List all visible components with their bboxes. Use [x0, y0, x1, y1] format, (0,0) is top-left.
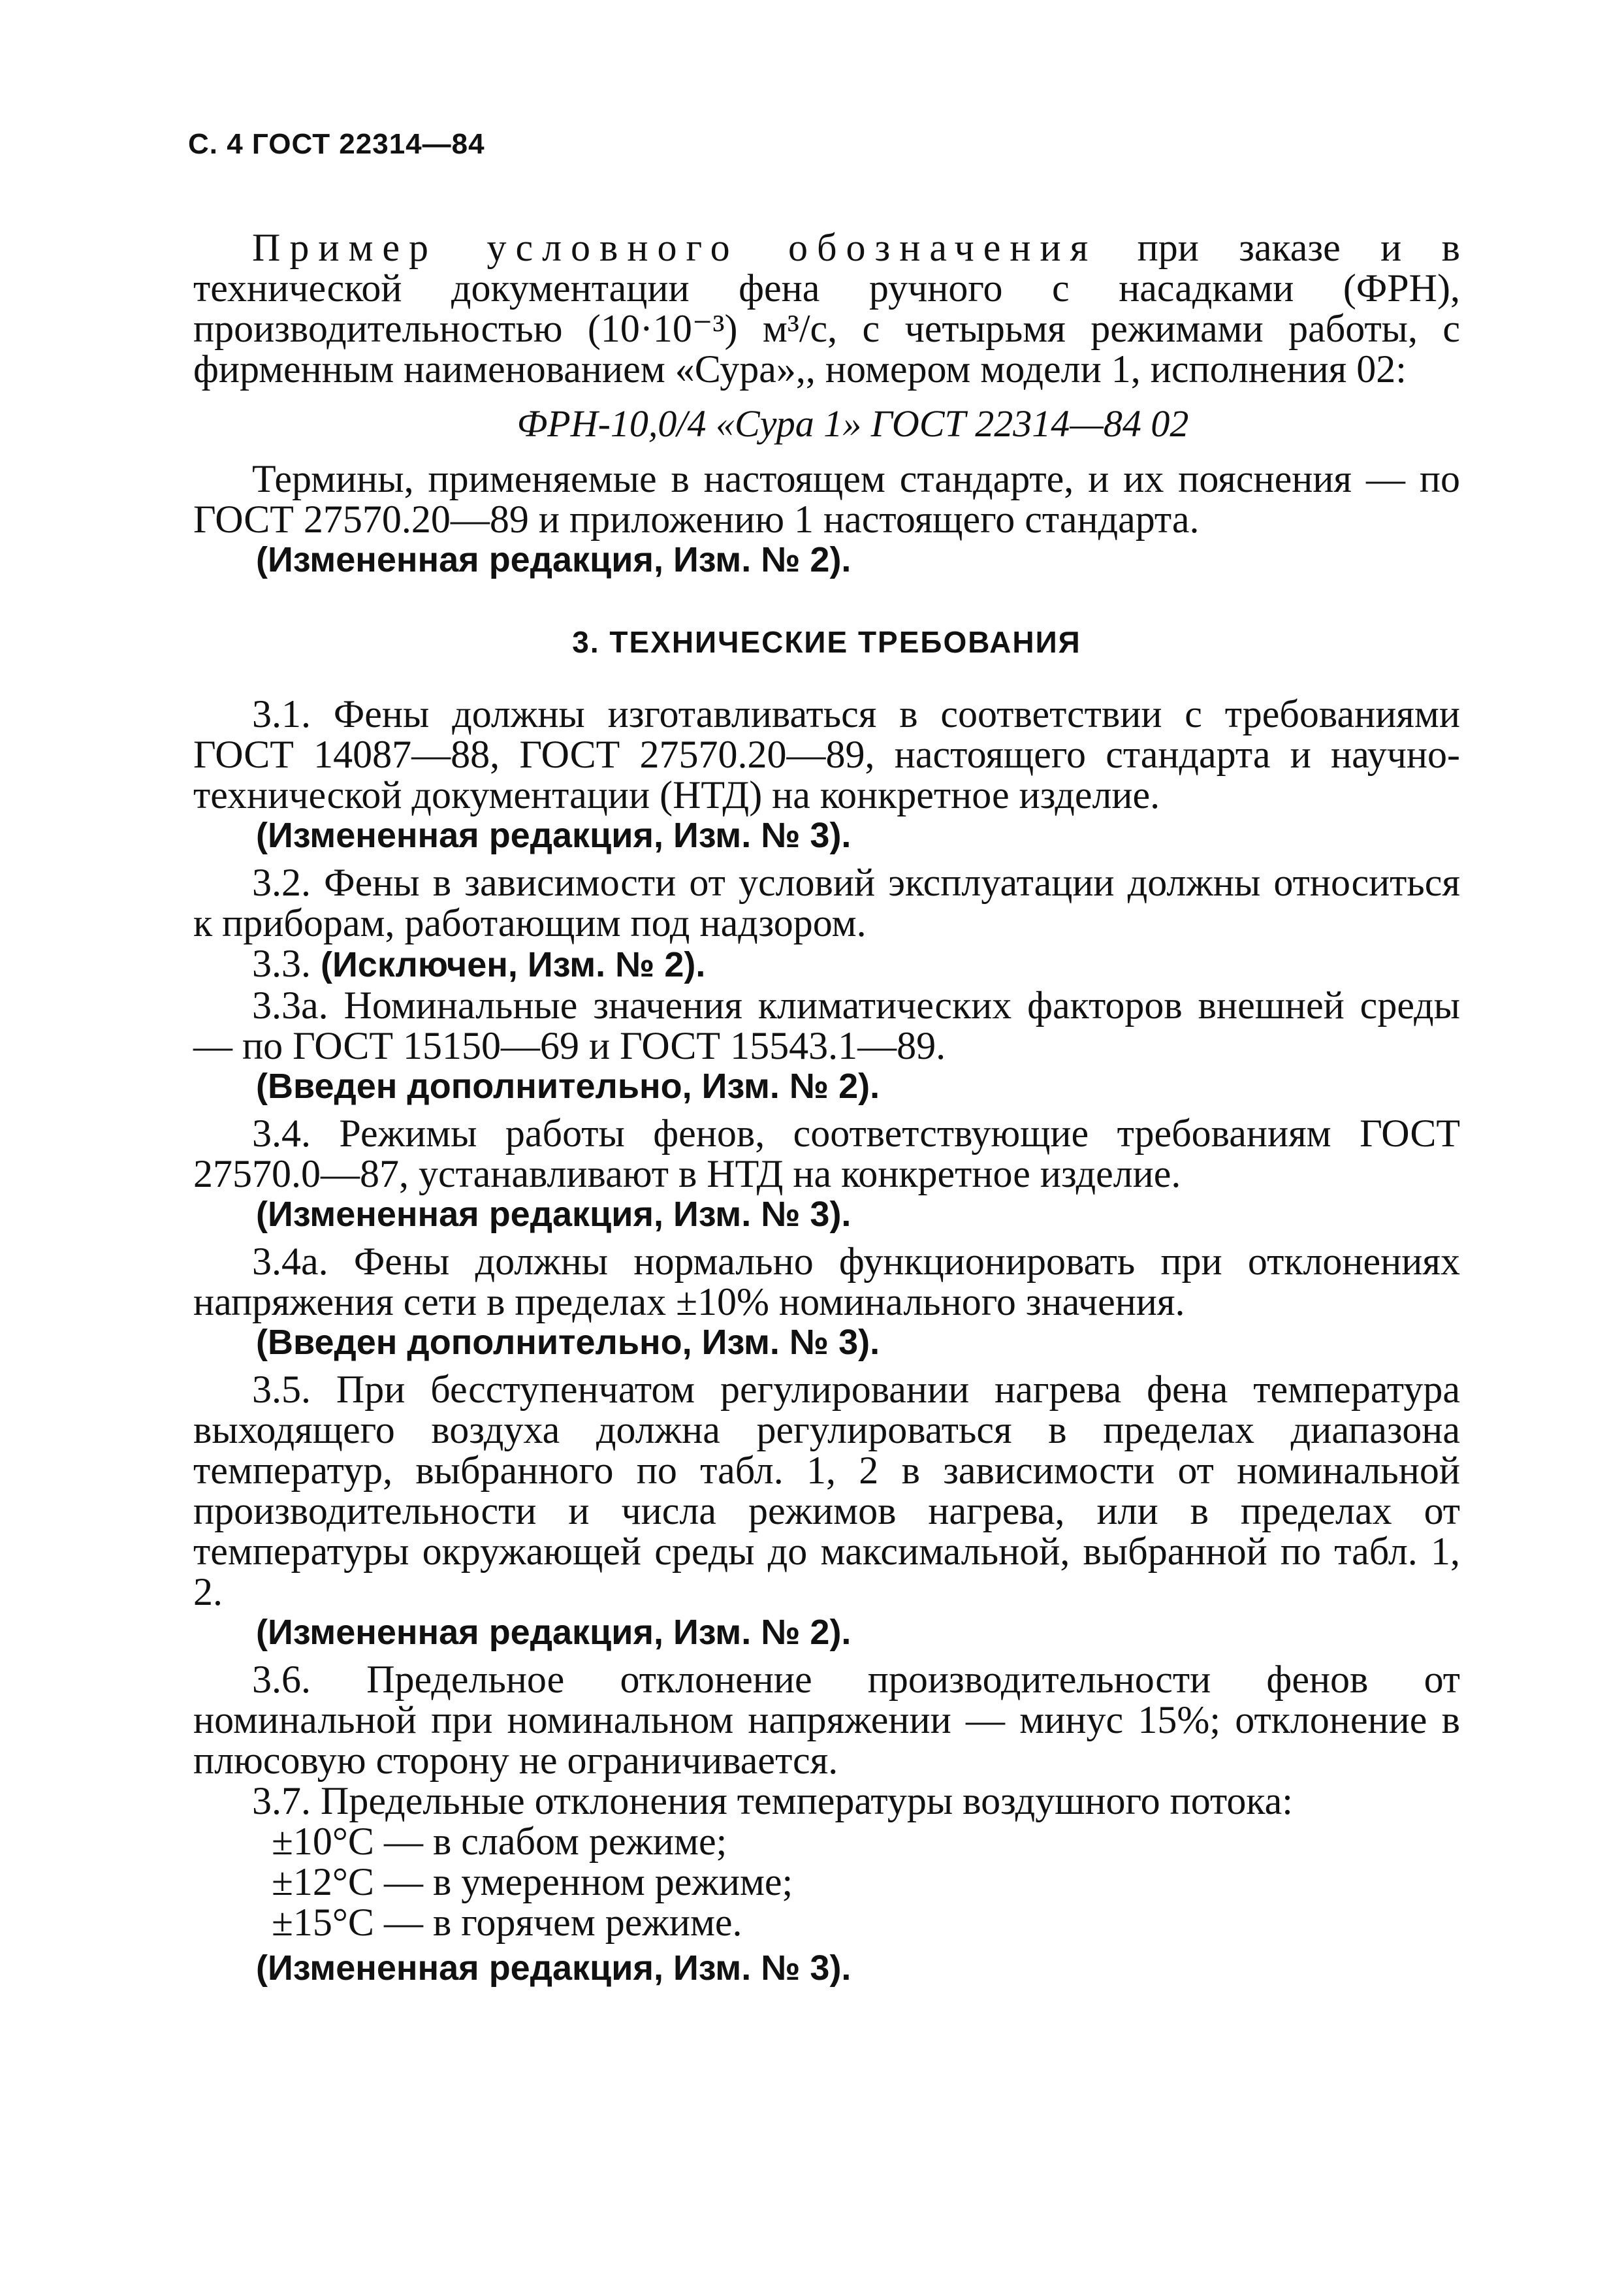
clause-3-6: 3.6. Предельное отклонение производительности фенов от номинальной при номинальном напряжении — минус 15%; отклонение в плюсовую сторону не ограничивается.	[193, 1658, 1460, 1782]
clause-3-4-note: (Измененная редакция, Изм. № 3).	[256, 1195, 852, 1234]
list-item: ±12°С — в умеренном режиме;	[272, 1860, 793, 1903]
page-header: С. 4 ГОСТ 22314—84	[188, 128, 485, 160]
clause-3-1-note: (Измененная редакция, Изм. № 3).	[256, 816, 852, 855]
clause-3-5: 3.5. При бесступенчатом регулировании нагрева фена температура выходящего воздуха должна регулироваться в пределах диапазона температур, выбранного по табл. 1, 2 в зависимости от номинальной производительности и числа режимов нагрева, или в пределах от температуры окружающей среды до максимальной, выбранной по табл. 1, 2.	[193, 1368, 1460, 1613]
terms-paragraph: Термины, применяемые в настоящем стандарте, и их пояснения — по ГОСТ 27570.20—89 и приложению 1 настоящего стандарта.	[193, 457, 1460, 541]
clause-3-3a: 3.3а. Номинальные значения климатических факторов внешней среды — по ГОСТ 15150—69 и ГОСТ 15543.1—89.	[193, 984, 1460, 1067]
designation-formula: ФРН-10,0/4 «Сура 1» ГОСТ 22314—84 02	[517, 402, 1189, 445]
clause-3-7-note: (Измененная редакция, Изм. № 3).	[256, 1948, 852, 1988]
example-text: при заказе и в технической документации фена ручного с насадками (ФРН), производительностью (10·10⁻³) м³/с, с четырьмя режимами работы, с фирменным наименованием «Сура»,, номером модели 1, исполнения 02:	[193, 226, 1460, 391]
clause-3-3-note: (Исключен, Изм. № 2).	[321, 945, 706, 984]
clause-3-4a: 3.4а. Фены должны нормально функционировать при отклонениях напряжения сети в пределах ±10% номинального значения.	[193, 1240, 1460, 1323]
clause-3-4: 3.4. Режимы работы фенов, соответствующие требованиям ГОСТ 27570.0—87, устанавливают в НТД на конкретное изделие.	[193, 1112, 1460, 1195]
clause-3-3	[193, 943, 1460, 985]
clause-3-3a-note: (Введен дополнительно, Изм. № 2).	[256, 1067, 880, 1106]
terms-amendment-note: (Измененная редакция, Изм. № 2).	[256, 540, 852, 579]
list-item: ±10°С — в слабом режиме;	[272, 1820, 727, 1863]
clause-3-7: 3.7. Предельные отклонения температуры воздушного потока:	[252, 1779, 1293, 1822]
section-title: 3. ТЕХНИЧЕСКИЕ ТРЕБОВАНИЯ	[572, 625, 1081, 659]
example-lead: Пример условного обозначения	[252, 226, 1098, 269]
temperature-deviation-list	[272, 1821, 1460, 1943]
clause-3-5-note: (Измененная редакция, Изм. № 2).	[256, 1613, 852, 1652]
clause-3-1: 3.1. Фены должны изготавливаться в соответствии с требованиями ГОСТ 14087—88, ГОСТ 27570.20—89, настоящего стандарта и научно-технической документации (НТД) на конкретное изделие.	[193, 692, 1460, 816]
clause-3-4a-note: (Введен дополнительно, Изм. № 3).	[256, 1323, 880, 1362]
clause-3-3-number: 3.3.	[252, 942, 321, 985]
clause-3-2: 3.2. Фены в зависимости от условий эксплуатации должны относиться к приборам, работающим под надзором.	[193, 861, 1460, 944]
list-item: ±15°С — в горячем режиме.	[272, 1901, 742, 1944]
example-paragraph	[193, 227, 1460, 389]
document-body	[193, 227, 1460, 1995]
